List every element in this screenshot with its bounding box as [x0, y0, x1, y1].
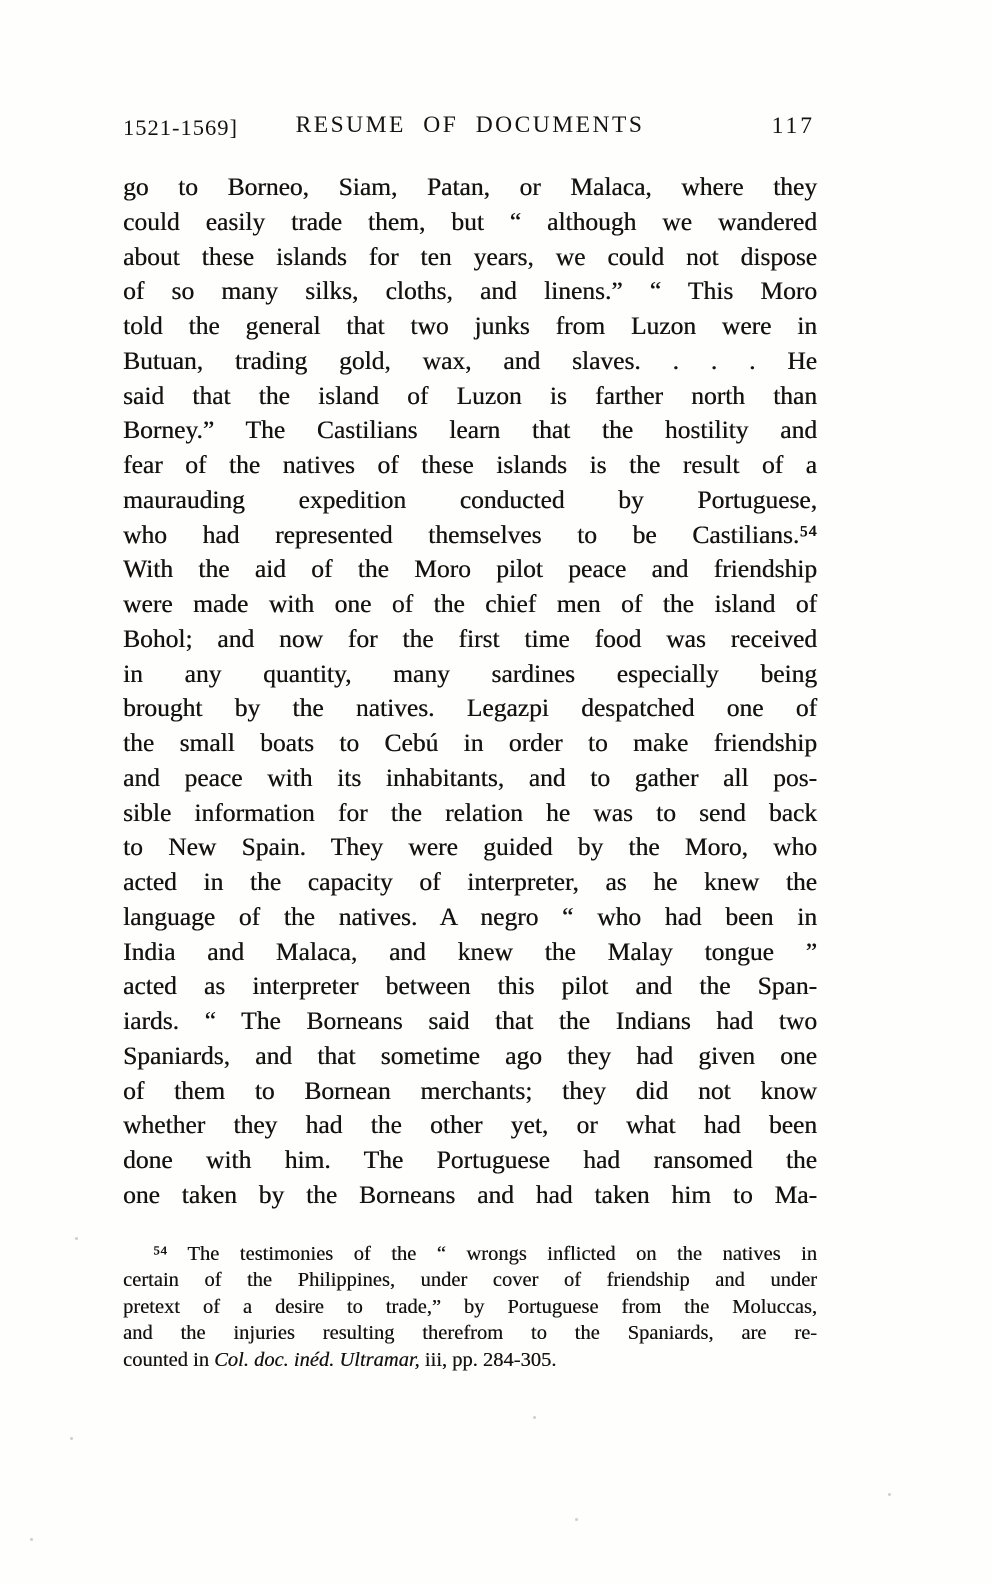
footnote: [123, 1241, 817, 1373]
body-text-line: Butuan, trading gold, wax, and slaves. . . . He: [123, 345, 817, 375]
body-text-line: Bohol; and now for the first time food was received: [123, 623, 817, 653]
body-text-line: told the general that two junks from Luzon were in: [123, 311, 817, 340]
scan-speck: [888, 1493, 891, 1496]
footnote-line: and the injuries resulting therefrom to the Spaniards, are re-: [123, 1322, 817, 1345]
body-text-line: could easily trade them, but “ although we wandered: [123, 206, 817, 236]
header-page-number: 117: [771, 113, 815, 139]
body-text-line: acted in the capacity of interpreter, as he knew the: [123, 867, 817, 896]
scan-speck: [533, 1416, 536, 1419]
body-text-line: Spaniards, and that sometime ago they had given one: [123, 1040, 817, 1070]
body-text-line: whether they had the other yet, or what had been: [123, 1110, 817, 1140]
body-text-line: fear of the natives of these islands is the result of a: [123, 450, 817, 479]
scan-speck: [30, 1538, 33, 1541]
body-text-line: With the aid of the Moro pilot peace and friendship: [123, 554, 817, 584]
body-text-line: said that the island of Luzon is farther north than: [123, 380, 817, 410]
body-text-line: to New Spain. They were guided by the Moro, who: [123, 832, 817, 862]
footnote-line: pretext of a desire to trade,” by Portuguese from the Moluccas,: [123, 1295, 817, 1318]
body-text-line: iards. “ The Borneans said that the Indians had two: [123, 1006, 817, 1035]
footnote-citation-pre: counted in: [123, 1348, 215, 1371]
body-text-line: were made with one of the chief men of the island of: [123, 589, 817, 618]
footnote-lines: [123, 1241, 817, 1347]
scan-speck: [70, 1437, 73, 1440]
body-text-line: of them to Bornean merchants; they did not know: [123, 1075, 817, 1105]
body-text-line: brought by the natives. Legazpi despatched one of: [123, 693, 817, 723]
body-text-line: language of the natives. A negro “ who had been in: [123, 901, 817, 931]
scan-speck: [575, 1518, 578, 1521]
body-text-line: maurauding expedition conducted by Portuguese,: [123, 484, 817, 514]
body-text-line: the small boats to Cebú in order to make friendship: [123, 728, 817, 757]
body-text-line: acted as interpreter between this pilot and the Span-: [123, 971, 817, 1001]
body-text-line: go to Borneo, Siam, Patan, or Malaca, where they: [123, 172, 817, 201]
body-text: [123, 170, 817, 1213]
body-text-line: one taken by the Borneans and had taken him to Ma-: [123, 1179, 817, 1209]
body-text-line: India and Malaca, and knew the Malay tongue ”: [123, 936, 817, 966]
body-text-line: and peace with its inhabitants, and to gather all pos-: [123, 762, 817, 792]
footnote-line: ⁵⁴ The testimonies of the “ wrongs inflicted on the natives in: [153, 1243, 817, 1265]
footnote-citation-post: iii, pp. 284-305.: [419, 1348, 557, 1371]
footnote-line: certain of the Philippines, under cover of friendship and under: [123, 1269, 817, 1292]
body-text-line: in any quantity, many sardines especially being: [123, 658, 817, 688]
body-text-line: sible information for the relation he was to send back: [123, 797, 817, 827]
page-header: [123, 112, 817, 148]
footnote-line-last: [123, 1347, 817, 1373]
body-text-line: Borney.” The Castilians learn that the hostility and: [123, 415, 817, 445]
footnote-citation-title: Col. doc. inéd. Ultramar,: [214, 1348, 420, 1371]
scan-speck: [75, 1237, 78, 1240]
body-text-line: about these islands for ten years, we could not dispose: [123, 241, 817, 271]
header-date-range: 1521-1569]: [123, 115, 238, 140]
body-text-line: done with him. The Portuguese had ransomed the: [123, 1145, 817, 1174]
body-text-line: of so many silks, cloths, and linens.” “ This Moro: [123, 276, 817, 306]
header-title: RESUME OF DOCUMENTS: [295, 112, 645, 138]
body-text-line: who had represented themselves to be Castilians.⁵⁴: [123, 519, 817, 549]
